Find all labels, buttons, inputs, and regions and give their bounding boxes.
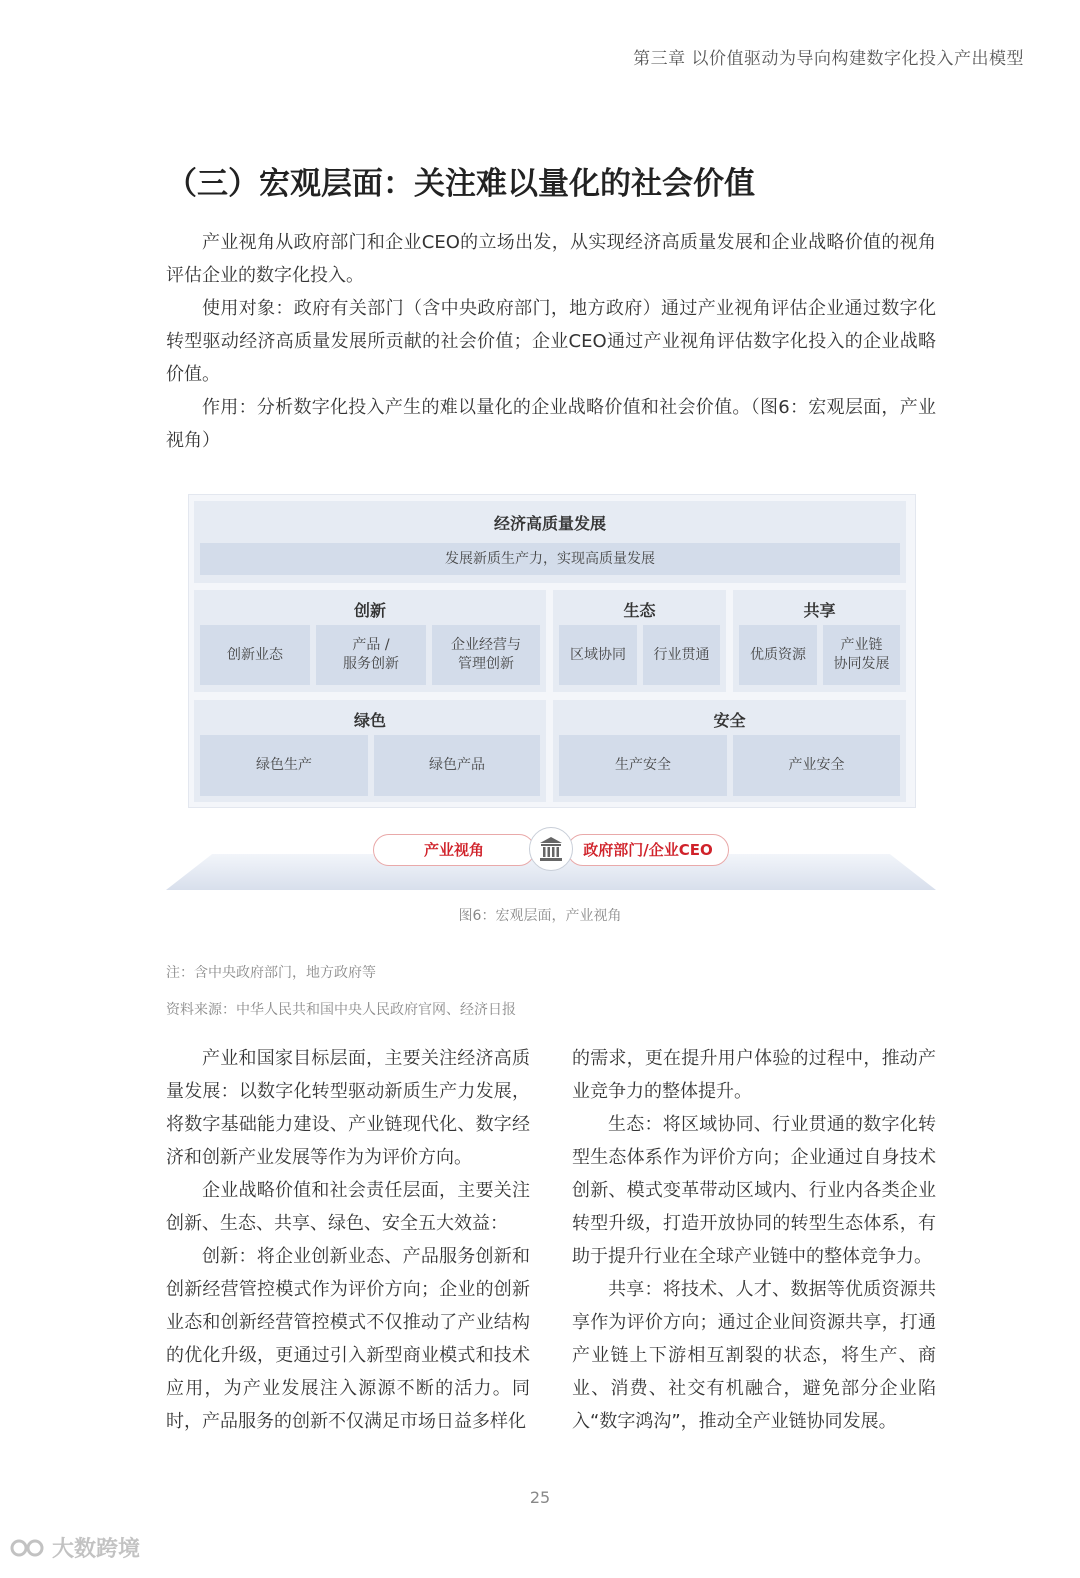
intro-paragraph-2: 使用对象：政府有关部门（含中央政府部门，地方政府）通过产业视角评估企业通过数字化转型驱动经济高质量发展所贡献的社会价值；企业CEO通过产业视角评估数字化投入的企业战略价值。 [166, 298, 936, 385]
figure-source: 资料来源：中华人民共和国中央人民政府官网、经济日报 [166, 1002, 516, 1018]
cell-product-service-innovation: 产品 / 服务创新 [316, 625, 426, 685]
body-right-paragraph-3: 共享：将技术、人才、数据等优质资源共享作为评价方向；通过企业间资源共享，打通产业链上下游相互割裂的状态，将生产、商业、消费、社交有机融合，避免部分企业陷入“数字鸿沟”，推动全产业链协同发展。 [572, 1279, 936, 1432]
running-header: 第三章 以价值驱动为导向构建数字化投入产出模型 [633, 49, 1024, 69]
pill-government-ceo: 政府部门/企业CEO [567, 834, 729, 866]
figure-note: 注：含中央政府部门，地方政府等 [166, 965, 376, 981]
government-building-icon [529, 827, 573, 871]
section-title: （三）宏观层面：关注难以量化的社会价值 [166, 166, 755, 202]
body-left-paragraph-2: 企业战略价值和社会责任层面，主要关注创新、生态、共享、绿色、安全五大效益： [166, 1180, 530, 1234]
panel-ecology [553, 590, 726, 692]
panel-title-safety: 安全 [713, 711, 746, 730]
cell-industry-safety: 产业安全 [733, 735, 900, 796]
intro-paragraph-3: 作用：分析数字化投入产生的难以量化的企业战略价值和社会价值。（图6：宏观层面，产业视角） [166, 397, 936, 451]
body-right-column [572, 1042, 936, 1438]
intro-text [166, 226, 936, 457]
pill-industry-perspective: 产业视角 [373, 834, 535, 866]
panel-title-green: 绿色 [353, 711, 386, 730]
cell-quality-resources: 优质资源 [739, 625, 817, 685]
panel-sharing [733, 590, 906, 692]
intro-paragraph-1: 产业视角从政府部门和企业CEO的立场出发，从实现经济高质量发展和企业战略价值的视角评估企业的数字化投入。 [166, 232, 936, 286]
top-goal-bar: 发展新质生产力，实现高质量发展 [200, 543, 900, 575]
cell-management-innovation: 企业经营与 管理创新 [432, 625, 540, 685]
cell-green-products: 绿色产品 [374, 735, 540, 796]
body-right-paragraph-2: 生态：将区域协同、行业贯通的数字化转型生态体系作为评价方向；企业通过自身技术创新、模式变革带动区域内、行业内各类企业转型升级，打造开放协同的转型生态体系，有助于提升行业在全球产业链中的整体竞争力。 [572, 1114, 936, 1267]
panel-title-economic-development: 经济高质量发展 [493, 514, 606, 533]
panel-safety [553, 700, 906, 802]
watermark-text: 大数跨境 [52, 1537, 141, 1562]
page-number: 25 [529, 1488, 551, 1507]
cell-industry-connection: 行业贯通 [643, 625, 720, 685]
body-left-paragraph-1: 产业和国家目标层面，主要关注经济高质量发展：以数字化转型驱动新质生产力发展，将数字基础能力建设、产业链现代化、数字经济和创新产业发展等作为为评价方向。 [166, 1048, 530, 1168]
body-left-column [166, 1042, 530, 1438]
panel-economic-development [194, 501, 906, 583]
cell-regional-collaboration: 区域协同 [559, 625, 637, 685]
panel-title-sharing: 共享 [803, 601, 836, 620]
cell-green-production: 绿色生产 [200, 735, 368, 796]
figure-6-diagram [166, 494, 936, 892]
watermark [10, 1532, 140, 1563]
figure-caption: 图6：宏观层面，产业视角 [458, 908, 622, 924]
cell-chain-collaboration: 产业链 协同发展 [823, 625, 900, 685]
panel-title-innovation: 创新 [353, 601, 386, 620]
panel-innovation [194, 590, 546, 692]
panel-green [194, 700, 546, 802]
body-right-paragraph-1: 的需求，更在提升用户体验的过程中，推动产业竞争力的整体提升。 [572, 1048, 936, 1102]
panel-title-ecology: 生态 [623, 601, 656, 620]
cell-production-safety: 生产安全 [559, 735, 727, 796]
cell-innovation-business: 创新业态 [200, 625, 310, 685]
body-left-paragraph-3: 创新：将企业创新业态、产品服务创新和创新经营管控模式作为评价方向；企业的创新业态和创新经营管控模式不仅推动了产业结构的优化升级，更通过引入新型商业模式和技术应用，为产业发展注入源源不断的活力。同时，产品服务的创新不仅满足市场日益多样化 [166, 1246, 530, 1432]
logo-icon [10, 1536, 46, 1560]
